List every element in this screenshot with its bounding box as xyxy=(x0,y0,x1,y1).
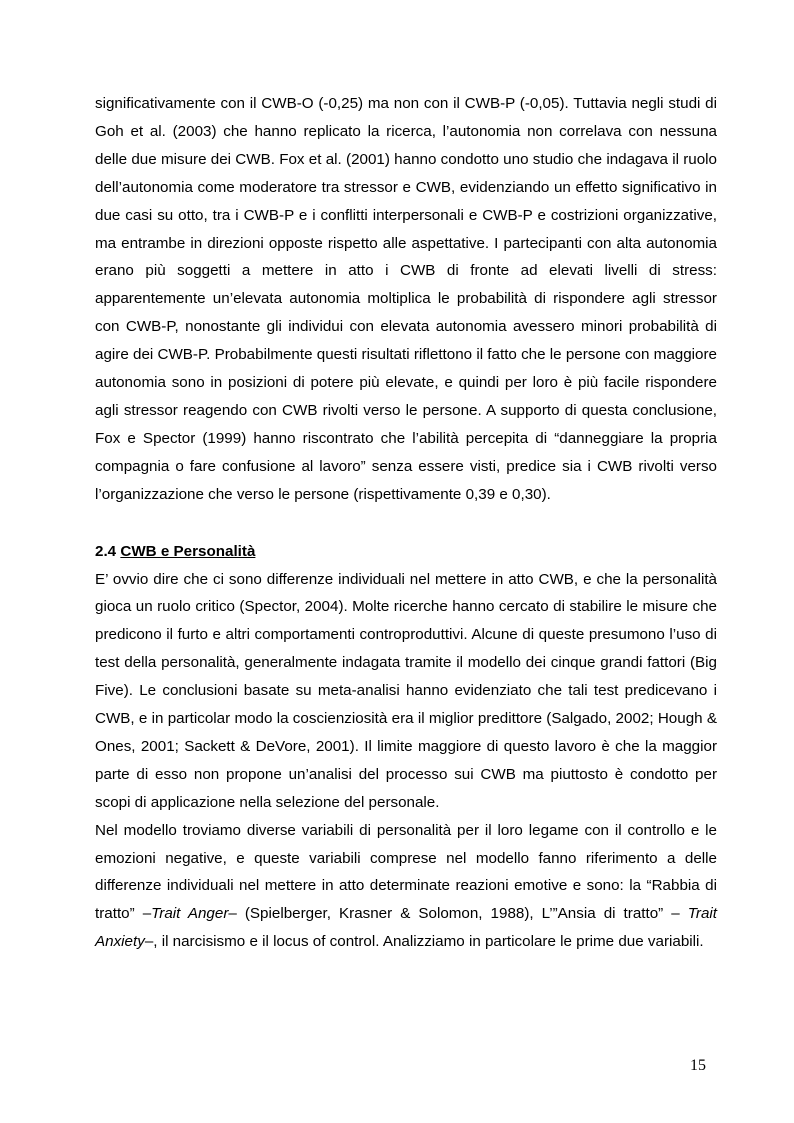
section-heading xyxy=(95,538,717,566)
page-number: 15 xyxy=(690,1057,706,1074)
section-title: CWB e Personalità xyxy=(120,542,256,560)
page-body xyxy=(95,90,717,956)
paragraph-variables-middle: – (Spielberger, Krasner & Solomon, 1988), L’”Ansia di tratto” – xyxy=(228,905,680,923)
trait-anger-term: Trait Anger xyxy=(151,905,229,923)
paragraph-variables-start: Nel modello troviamo diverse variabili di personalità per il loro legame con il controllo e le emozioni negative, e queste variabili comprese nel modello fanno riferimento a delle differenze individuali nel mettere in atto determinate reazioni emotive e sono: la “Rabbia di tratto” – xyxy=(95,821,717,923)
trait-anxiety-term: Trait Anxiety xyxy=(95,905,717,951)
paragraph-autonomy: significativamente con il CWB-O (-0,25) ma non con il CWB-P (-0,05). Tuttavia negli studi di Goh et al. (2003) che hanno replicato la ricerca, l’autonomia non correlava con nessuna delle due misure dei CWB. Fox et al. (2001) hanno condotto uno studio che indagava il ruolo dell’autonomia come moderatore tra stressor e CWB, evidenziando un effetto significativo in due casi su otto, tra i CWB-P e i conflitti interpersonali e CWB-P e costrizioni organizzative, ma entrambe in direzioni opposte rispetto alle aspettative. I partecipanti con alta autonomia erano più soggetti a mettere in atto i CWB di fronte ad elevati livelli di stress: apparentemente un’elevata autonomia moltiplica le probabilità di rispondere agli stressor con CWB-P, nonostante gli individui con elevata autonomia avessero minori probabilità di agire dei CWB-P. Probabilmente questi risultati riflettono il fatto che le persone con maggiore autonomia sono in posizioni di potere più elevate, e quindi per loro è più facile rispondere agli stressor reagendo con CWB rivolti verso le persone. A supporto di questa conclusione, Fox e Spector (1999) hanno riscontrato che l’abilità percepita di “danneggiare la propria compagnia o fare confusione al lavoro” senza essere visti, predice sia i CWB rivolti verso l’organizzazione che verso le persone (rispettivamente 0,39 e 0,30). xyxy=(95,95,717,503)
paragraph-variables xyxy=(95,817,717,957)
section-number: 2.4 xyxy=(95,542,117,560)
paragraph-personality: E’ ovvio dire che ci sono differenze individuali nel mettere in atto CWB, e che la personalità gioca un ruolo critico (Spector, 2004). Molte ricerche hanno cercato di stabilire le misure che predicono il furto e altri comportamenti controproduttivi. Alcune di queste presumono l’uso di test della personalità, generalmente indagata tramite il modello dei cinque grandi fattori (Big Five). Le conclusioni basate su meta-analisi hanno evidenziato che tali test predicevano i CWB, e in particolar modo la coscienziosità era il miglior predittore (Salgado, 2002; Hough & Ones, 2001; Sackett & DeVore, 2001). Il limite maggiore di questo lavoro è che la maggior parte di esso non propone un’analisi del processo sui CWB ma piuttosto è condotto per scopi di applicazione nella selezione del personale. xyxy=(95,570,717,811)
paragraph-variables-end: –, il narcisismo e il locus of control. Analizziamo in particolare le prime due variabili. xyxy=(144,933,704,951)
